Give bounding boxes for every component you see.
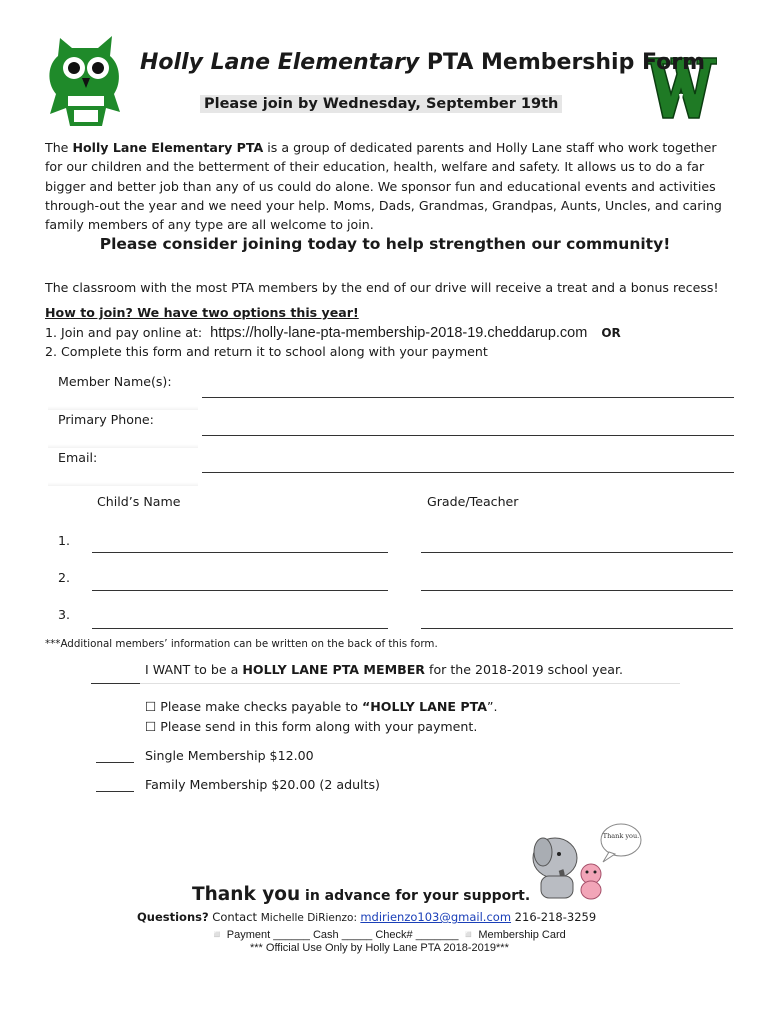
thank-you-big: Thank you <box>192 884 301 905</box>
child-name-field[interactable] <box>92 628 388 629</box>
classroom-incentive: The classroom with the most PTA members by the end of our drive will receive a treat and a bonus recess! <box>45 280 719 295</box>
questions-contact <box>137 910 596 924</box>
contact-name: Michelle DiRienzo: <box>260 912 361 924</box>
iwant-pre: I WANT to be a <box>145 662 243 677</box>
speech-bubble-text: Thank you. <box>602 832 640 840</box>
title-rest: PTA Membership Form <box>419 50 706 75</box>
child-row-number: 2. <box>58 570 71 585</box>
family-membership-option: Family Membership $20.00 (2 adults) <box>145 777 380 792</box>
official-use-fields: ◽ Payment ______ Cash _____ Check# _______ ◽ Membership Card <box>210 929 566 941</box>
thank-you-line <box>192 884 530 905</box>
intro-paragraph <box>45 138 725 234</box>
single-membership-blank[interactable] <box>96 762 134 763</box>
checkbox-icon[interactable]: ☐ <box>145 699 157 714</box>
member-name-label: Member Name(s): <box>48 374 198 410</box>
primary-phone-label: Primary Phone: <box>48 412 198 448</box>
intro-org: Holly Lane Elementary PTA <box>72 140 264 155</box>
primary-phone-field[interactable] <box>202 435 734 436</box>
email-label: Email: <box>48 450 198 486</box>
intro-text: is a group of dedicated parents and Holly Lane staff who work together for our children and the betterment of their education, health, welfare and safety. It allows us to do a far bigger and better job than any of us could do alone. We sponsor fun and educational events and activities through-out the year and we need your help. Moms, Dads, Grandmas, Grandpas, Aunts, Uncles, and caring family members of any type are all welcome to join. <box>45 140 722 233</box>
i-want-initial-blank[interactable] <box>91 683 140 684</box>
official-use-note: *** Official Use Only by Holly Lane PTA 2018-2019*** <box>250 942 509 954</box>
checkbox-icon[interactable]: ☐ <box>145 719 157 734</box>
child-grade-field[interactable] <box>421 628 733 629</box>
membership-url-link[interactable]: https://holly-lane-pta-membership-2018-19.cheddarup.com <box>210 325 588 341</box>
send-form-item <box>145 719 477 734</box>
child-name-field[interactable] <box>92 552 388 553</box>
thank-you-rest: in advance for your support. <box>300 888 531 904</box>
send-form-text: Please send in this form along with your payment. <box>156 719 478 734</box>
how-to-join-heading: How to join? We have two options this year! <box>45 305 359 320</box>
checks-payee: “HOLLY LANE PTA <box>361 699 487 714</box>
checks-payable-item <box>145 699 498 714</box>
i-want-statement <box>145 662 623 677</box>
checks-pre: Please make checks payable to <box>156 699 362 714</box>
option-paper: 2. Complete this form and return it to school along with your payment <box>45 344 488 359</box>
consider-heading: Please consider joining today to help strengthen our community! <box>99 235 671 253</box>
deadline-subtitle: Please join by Wednesday, September 19th <box>200 95 562 113</box>
childs-name-header: Child’s Name <box>97 494 181 509</box>
iwant-bold: HOLLY LANE PTA MEMBER <box>242 662 426 677</box>
child-row-number: 1. <box>58 533 71 548</box>
school-name: Holly Lane Elementary <box>140 50 420 75</box>
intro-pre: The <box>45 140 73 155</box>
or-label: OR <box>601 326 621 340</box>
child-grade-field[interactable] <box>421 552 733 553</box>
child-row-number: 3. <box>58 607 71 622</box>
additional-members-note: ***Additional members’ information can be written on the back of this form. <box>45 638 438 650</box>
option-online <box>45 325 621 341</box>
family-membership-blank[interactable] <box>96 791 134 792</box>
questions-label: Questions? <box>137 910 209 924</box>
contact-phone: 216-218-3259 <box>511 910 597 924</box>
checks-post: ”. <box>486 699 498 714</box>
contact-email-link[interactable]: mdirienzo103@gmail.com <box>360 910 512 924</box>
single-membership-option: Single Membership $12.00 <box>145 748 314 763</box>
owl-mascot-logo <box>40 34 130 130</box>
elephant-and-pig-illustration <box>525 818 645 902</box>
iwant-post: for the 2018-2019 school year. <box>425 662 623 677</box>
child-grade-field[interactable] <box>421 590 733 591</box>
divider <box>140 683 680 684</box>
email-field[interactable] <box>202 472 734 473</box>
grade-teacher-header: Grade/Teacher <box>427 494 519 509</box>
member-name-field[interactable] <box>202 397 734 398</box>
form-title <box>140 50 705 75</box>
child-name-field[interactable] <box>92 590 388 591</box>
option1-label: 1. Join and pay online at: <box>45 325 203 340</box>
questions-text: Contact <box>208 910 261 924</box>
